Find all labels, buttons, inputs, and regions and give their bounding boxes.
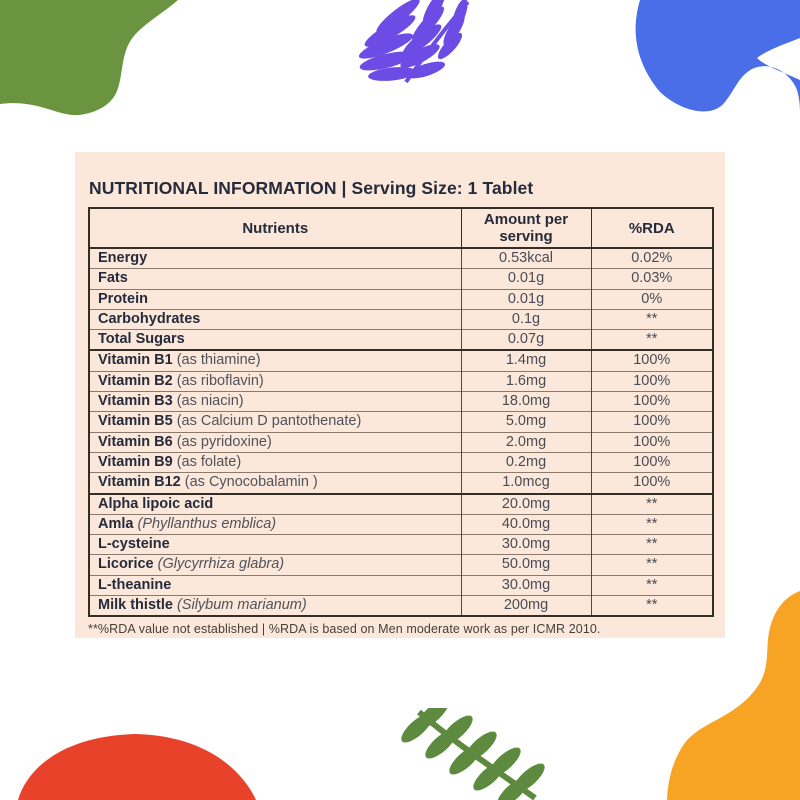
rda-cell: ** bbox=[591, 330, 713, 351]
amount-cell: 200mg bbox=[461, 596, 591, 617]
amount-cell: 2.0mg bbox=[461, 432, 591, 452]
table-row bbox=[89, 309, 713, 329]
rda-cell: 100% bbox=[591, 350, 713, 371]
rda-cell: ** bbox=[591, 514, 713, 534]
rda-cell: 100% bbox=[591, 371, 713, 391]
card-title: NUTRITIONAL INFORMATION | Serving Size: 1 Tablet bbox=[89, 178, 534, 198]
rda-cell: ** bbox=[591, 535, 713, 555]
nutrition-table-header bbox=[89, 208, 713, 248]
table-row bbox=[89, 350, 713, 371]
amount-cell: 30.0mg bbox=[461, 535, 591, 555]
blue-blob bbox=[615, 0, 800, 132]
rda-cell: 0% bbox=[591, 289, 713, 309]
nutrient-name-cell: Vitamin B2 (as riboflavin) bbox=[89, 371, 461, 391]
rda-cell: ** bbox=[591, 575, 713, 595]
header-row bbox=[89, 208, 713, 248]
table-row bbox=[89, 392, 713, 412]
nutrient-name-cell: Amla (Phyllanthus emblica) bbox=[89, 514, 461, 534]
table-row bbox=[89, 289, 713, 309]
table-row bbox=[89, 452, 713, 472]
col-header-amount: Amount per serving bbox=[461, 208, 591, 248]
table-row bbox=[89, 514, 713, 534]
rda-cell: ** bbox=[591, 555, 713, 575]
amount-cell: 0.01g bbox=[461, 269, 591, 289]
nutrient-name-cell: Alpha lipoic acid bbox=[89, 494, 461, 515]
amount-cell: 1.4mg bbox=[461, 350, 591, 371]
rda-cell: 100% bbox=[591, 473, 713, 494]
nutrient-name-cell: Vitamin B5 (as Calcium D pantothenate) bbox=[89, 412, 461, 432]
amount-cell: 5.0mg bbox=[461, 412, 591, 432]
amount-cell: 0.1g bbox=[461, 309, 591, 329]
table-row bbox=[89, 248, 713, 269]
amount-cell: 1.6mg bbox=[461, 371, 591, 391]
nutrient-name-cell: L-cysteine bbox=[89, 535, 461, 555]
green-blob bbox=[0, 0, 300, 125]
rda-cell: 0.02% bbox=[591, 248, 713, 269]
table-row bbox=[89, 330, 713, 351]
table-row bbox=[89, 494, 713, 515]
nutrient-name-cell: Fats bbox=[89, 269, 461, 289]
nutrient-name-cell: Milk thistle (Silybum marianum) bbox=[89, 596, 461, 617]
table-row bbox=[89, 432, 713, 452]
amount-cell: 0.2mg bbox=[461, 452, 591, 472]
amount-cell: 20.0mg bbox=[461, 494, 591, 515]
amount-cell: 1.0mcg bbox=[461, 473, 591, 494]
table-row bbox=[89, 473, 713, 494]
table-row bbox=[89, 535, 713, 555]
rda-cell: ** bbox=[591, 596, 713, 617]
table-row bbox=[89, 555, 713, 575]
nutrient-name-cell: Protein bbox=[89, 289, 461, 309]
rda-cell: 100% bbox=[591, 432, 713, 452]
amount-cell: 0.01g bbox=[461, 289, 591, 309]
col-header-nutrients: Nutrients bbox=[89, 208, 461, 248]
rda-cell: 0.03% bbox=[591, 269, 713, 289]
rda-cell: 100% bbox=[591, 412, 713, 432]
table-row bbox=[89, 575, 713, 595]
rda-cell: ** bbox=[591, 309, 713, 329]
nutrition-table bbox=[88, 207, 714, 617]
nutrition-card bbox=[75, 152, 725, 638]
table-row bbox=[89, 269, 713, 289]
col-header-rda: %RDA bbox=[591, 208, 713, 248]
nutrient-name-cell: Licorice (Glycyrrhiza glabra) bbox=[89, 555, 461, 575]
nutrient-name-cell: Vitamin B1 (as thiamine) bbox=[89, 350, 461, 371]
rda-cell: 100% bbox=[591, 452, 713, 472]
rda-cell: ** bbox=[591, 494, 713, 515]
rda-footnote: **%RDA value not established | %RDA is based on Men moderate work as per ICMR 2010. bbox=[88, 622, 601, 637]
nutrient-name-cell: Energy bbox=[89, 248, 461, 269]
amount-cell: 30.0mg bbox=[461, 575, 591, 595]
nutrient-name-cell: Total Sugars bbox=[89, 330, 461, 351]
nutrient-name-cell: Carbohydrates bbox=[89, 309, 461, 329]
table-row bbox=[89, 596, 713, 617]
nutrient-name-cell: Vitamin B6 (as pyridoxine) bbox=[89, 432, 461, 452]
nutrient-name-cell: Vitamin B12 (as Cynocobalamin ) bbox=[89, 473, 461, 494]
red-blob bbox=[10, 730, 265, 800]
amount-cell: 40.0mg bbox=[461, 514, 591, 534]
nutrition-rows bbox=[89, 248, 713, 616]
rda-cell: 100% bbox=[591, 392, 713, 412]
olive-branch-icon bbox=[383, 708, 548, 800]
table-row bbox=[89, 412, 713, 432]
amount-cell: 0.53kcal bbox=[461, 248, 591, 269]
purple-fern-leaf-icon bbox=[348, 0, 488, 85]
amount-cell: 50.0mg bbox=[461, 555, 591, 575]
nutrient-name-cell: Vitamin B9 (as folate) bbox=[89, 452, 461, 472]
table-row bbox=[89, 371, 713, 391]
nutrient-name-cell: Vitamin B3 (as niacin) bbox=[89, 392, 461, 412]
nutrient-name-cell: L-theanine bbox=[89, 575, 461, 595]
amount-cell: 0.07g bbox=[461, 330, 591, 351]
amount-cell: 18.0mg bbox=[461, 392, 591, 412]
